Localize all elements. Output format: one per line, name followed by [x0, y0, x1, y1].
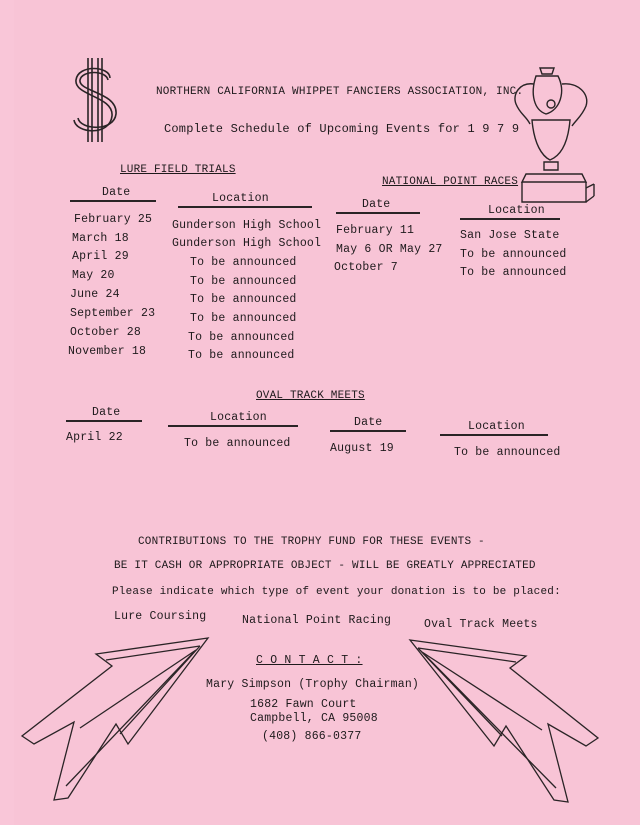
oval-location-rule [440, 434, 548, 436]
oval-date-rule [66, 420, 142, 422]
lure-date: April 29 [72, 250, 129, 263]
oval-location-header: Location [468, 420, 525, 433]
contact-name: Mary Simpson (Trophy Chairman) [206, 678, 420, 691]
contact-phone: (408) 866-0377 [262, 730, 362, 743]
dollar-sign-icon [64, 56, 124, 146]
lure-date: March 18 [72, 232, 129, 245]
lure-date-header: Date [102, 186, 131, 199]
document-page [14, 0, 640, 825]
point-date-header: Date [362, 198, 391, 211]
schedule-subtitle: Complete Schedule of Upcoming Events for 1 9 7 9 [164, 122, 520, 136]
oval-location-header: Location [210, 411, 267, 424]
lure-location: To be announced [190, 256, 297, 269]
donation-option: National Point Racing [242, 614, 392, 627]
trophy-fund-line: Please indicate which type of event your donation is to be placed: [112, 586, 561, 598]
contact-city: Campbell, CA 95008 [250, 712, 378, 725]
lure-location: To be announced [190, 293, 297, 306]
contact-heading: C O N T A C T : [256, 654, 363, 667]
donation-option: Lure Coursing [114, 610, 207, 623]
lure-location-rule [178, 206, 312, 208]
arrowhead-icon [406, 636, 602, 816]
lure-date: February 25 [74, 213, 153, 226]
lure-location: Gunderson High School [172, 237, 322, 250]
point-section-title: NATIONAL POINT RACES [382, 176, 519, 188]
lure-date: May 20 [72, 269, 115, 282]
lure-location: To be announced [188, 331, 295, 344]
oval-section-title: OVAL TRACK MEETS [256, 390, 365, 402]
donation-option: Oval Track Meets [424, 618, 538, 631]
org-name: NORTHERN CALIFORNIA WHIPPET FANCIERS ASSOCIATION, INC. [156, 86, 524, 98]
lure-date-rule [70, 200, 156, 202]
oval-date-header: Date [92, 406, 121, 419]
lure-date: September 23 [70, 307, 156, 320]
trophy-fund-line: BE IT CASH OR APPROPRIATE OBJECT - WILL BE GREATLY APPRECIATED [114, 560, 536, 572]
oval-date: August 19 [330, 442, 394, 455]
oval-date-header: Date [354, 416, 383, 429]
lure-date: June 24 [70, 288, 120, 301]
point-location: San Jose State [460, 229, 560, 242]
lure-date: October 28 [70, 326, 142, 339]
lure-location: To be announced [190, 275, 297, 288]
oval-date-rule [330, 430, 406, 432]
point-date: May 6 OR May 27 [336, 243, 443, 256]
oval-location: To be announced [184, 437, 291, 450]
lure-location: Gunderson High School [172, 219, 322, 232]
point-date-rule [336, 212, 420, 214]
oval-location: To be announced [454, 446, 561, 459]
point-date: October 7 [334, 261, 398, 274]
trophy-fund-line: CONTRIBUTIONS TO THE TROPHY FUND FOR THESE EVENTS - [138, 536, 485, 548]
lure-section-title: LURE FIELD TRIALS [120, 164, 236, 176]
point-location: To be announced [460, 266, 567, 279]
lure-location: To be announced [188, 349, 295, 362]
point-date: February 11 [336, 224, 415, 237]
point-location-header: Location [488, 204, 545, 217]
oval-date: April 22 [66, 431, 123, 444]
point-location: To be announced [460, 248, 567, 261]
arrowhead-icon [20, 632, 220, 812]
point-location-rule [460, 218, 560, 220]
oval-location-rule [168, 425, 298, 427]
lure-location: To be announced [190, 312, 297, 325]
lure-location-header: Location [212, 192, 269, 205]
lure-date: November 18 [68, 345, 147, 358]
contact-street: 1682 Fawn Court [250, 698, 357, 711]
